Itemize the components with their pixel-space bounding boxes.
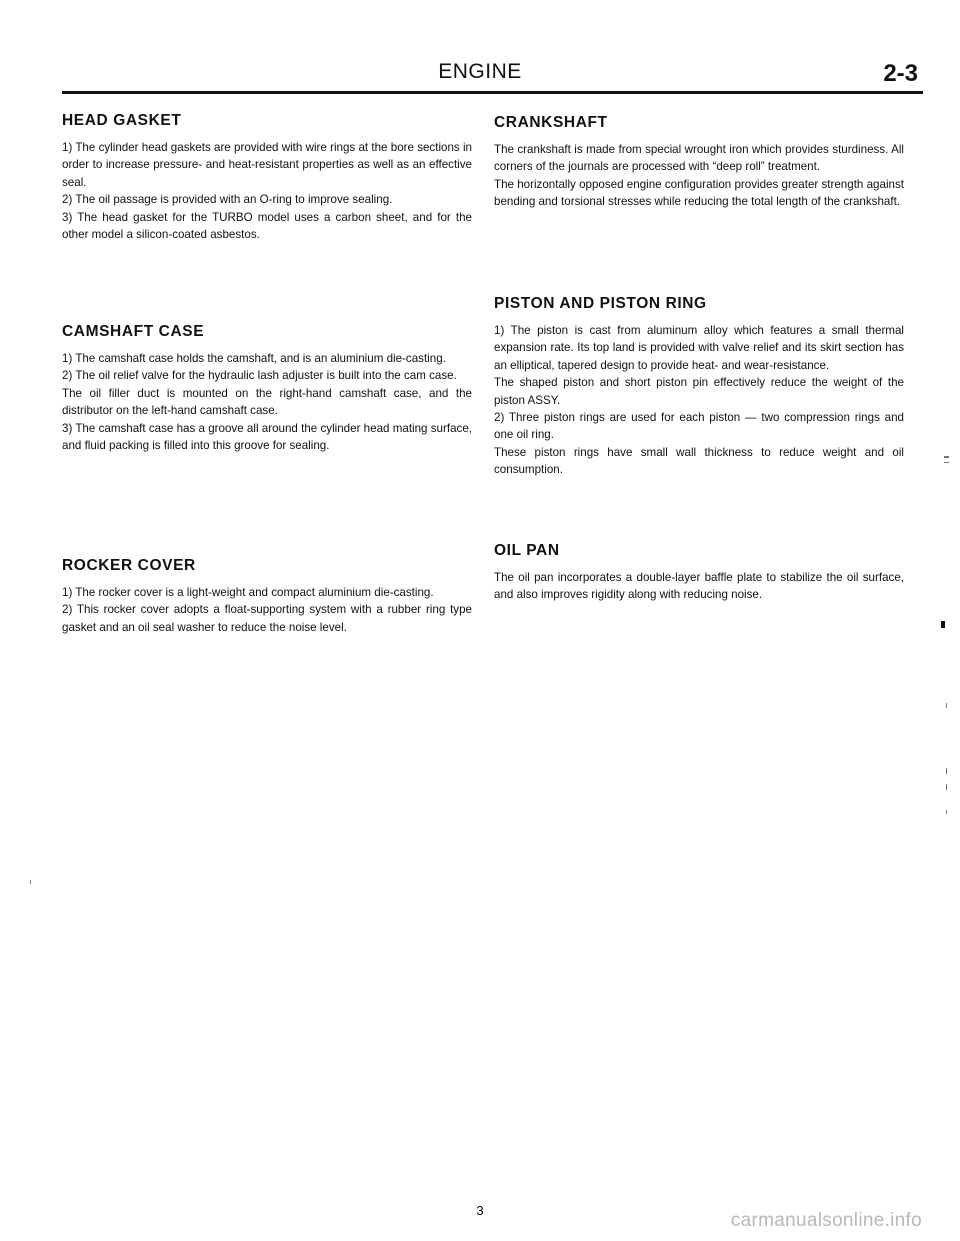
section-title: CAMSHAFT CASE: [62, 323, 205, 340]
scan-speck: [944, 462, 949, 463]
section-head-gasket: [62, 112, 472, 243]
paragraph: The horizontally opposed engine configuration provides greater strength against bending and torsional stresses while reducing the total length of the crankshaft.: [494, 177, 904, 209]
scan-speck: [944, 456, 949, 458]
scan-speck: [946, 703, 947, 708]
running-header-title: ENGINE: [438, 60, 522, 83]
section-title: ROCKER COVER: [62, 557, 196, 574]
page-number: 3: [476, 1203, 484, 1218]
paragraph: The shaped piston and short piston pin effectively reduce the weight of the piston ASSY.: [494, 376, 904, 407]
section-title: CRANKSHAFT: [494, 114, 608, 131]
paragraph: 2) This rocker cover adopts a float-supporting system with a rubber ring type gasket and an oil seal washer to reduce the noise level.: [62, 603, 472, 634]
paragraph: 1) The piston is cast from aluminum alloy which features a small thermal expansion rate. Its top land is provided with valve relief and its skirt section has an elliptical, tapered design to provide heat- and wear-resistance.: [494, 324, 904, 372]
paragraph: 1) The cylinder head gaskets are provided with wire rings at the bore sections in order to increase pressure- and heat-resistant properties as well as an effective seal.: [62, 141, 472, 189]
paragraph: 2) Three piston rings are used for each piston — two compression rings and one oil ring.: [494, 411, 904, 442]
section-title: HEAD GASKET: [62, 112, 182, 129]
scan-speck: [946, 784, 947, 790]
watermark: carmanualsonline.info: [730, 1210, 922, 1231]
section-title: PISTON AND PISTON RING: [494, 295, 707, 312]
paragraph: 3) The head gasket for the TURBO model uses a carbon sheet, and for the other model a silicon-coated asbestos.: [62, 210, 472, 242]
paragraph: 3) The camshaft case has a groove all around the cylinder head mating surface, and fluid packing is filled into this groove for sealing.: [62, 421, 472, 453]
paragraph: 1) The camshaft case holds the camshaft, and is an aluminium die-casting.: [62, 352, 446, 365]
section-rocker-cover: [62, 557, 472, 636]
section-camshaft-case: [62, 323, 472, 454]
paragraph: These piston rings have small wall thickness to reduce weight and oil consumption.: [494, 445, 904, 477]
section-title: OIL PAN: [494, 542, 560, 559]
header-rule: [62, 91, 923, 94]
scan-speck: [946, 768, 947, 774]
section-piston-and-piston-ring: [494, 295, 904, 479]
paragraph: 2) The oil relief valve for the hydraulic lash adjuster is built into the cam case.: [62, 369, 457, 383]
paragraph: 2) The oil passage is provided with an O-ring to improve sealing.: [62, 193, 393, 207]
section-crankshaft: [494, 114, 904, 211]
section-oil-pan: [494, 542, 904, 604]
scan-speck: [941, 621, 945, 628]
paragraph: The oil pan incorporates a double-layer baffle plate to stabilize the oil surface, and also improves rigidity along with reducing noise.: [494, 571, 904, 602]
paragraph: 1) The rocker cover is a light-weight and compact aluminium die-casting.: [62, 586, 434, 599]
scan-speck: [30, 880, 31, 884]
scan-speck: [946, 810, 947, 814]
section-page-code: 2-3: [883, 60, 918, 87]
paragraph: The oil filler duct is mounted on the right-hand camshaft case, and the distributor on the left-hand camshaft case.: [62, 386, 472, 418]
paragraph: The crankshaft is made from special wrought iron which provides sturdiness. All corners of the journals are processed with “deep roll” treatment.: [494, 143, 904, 174]
